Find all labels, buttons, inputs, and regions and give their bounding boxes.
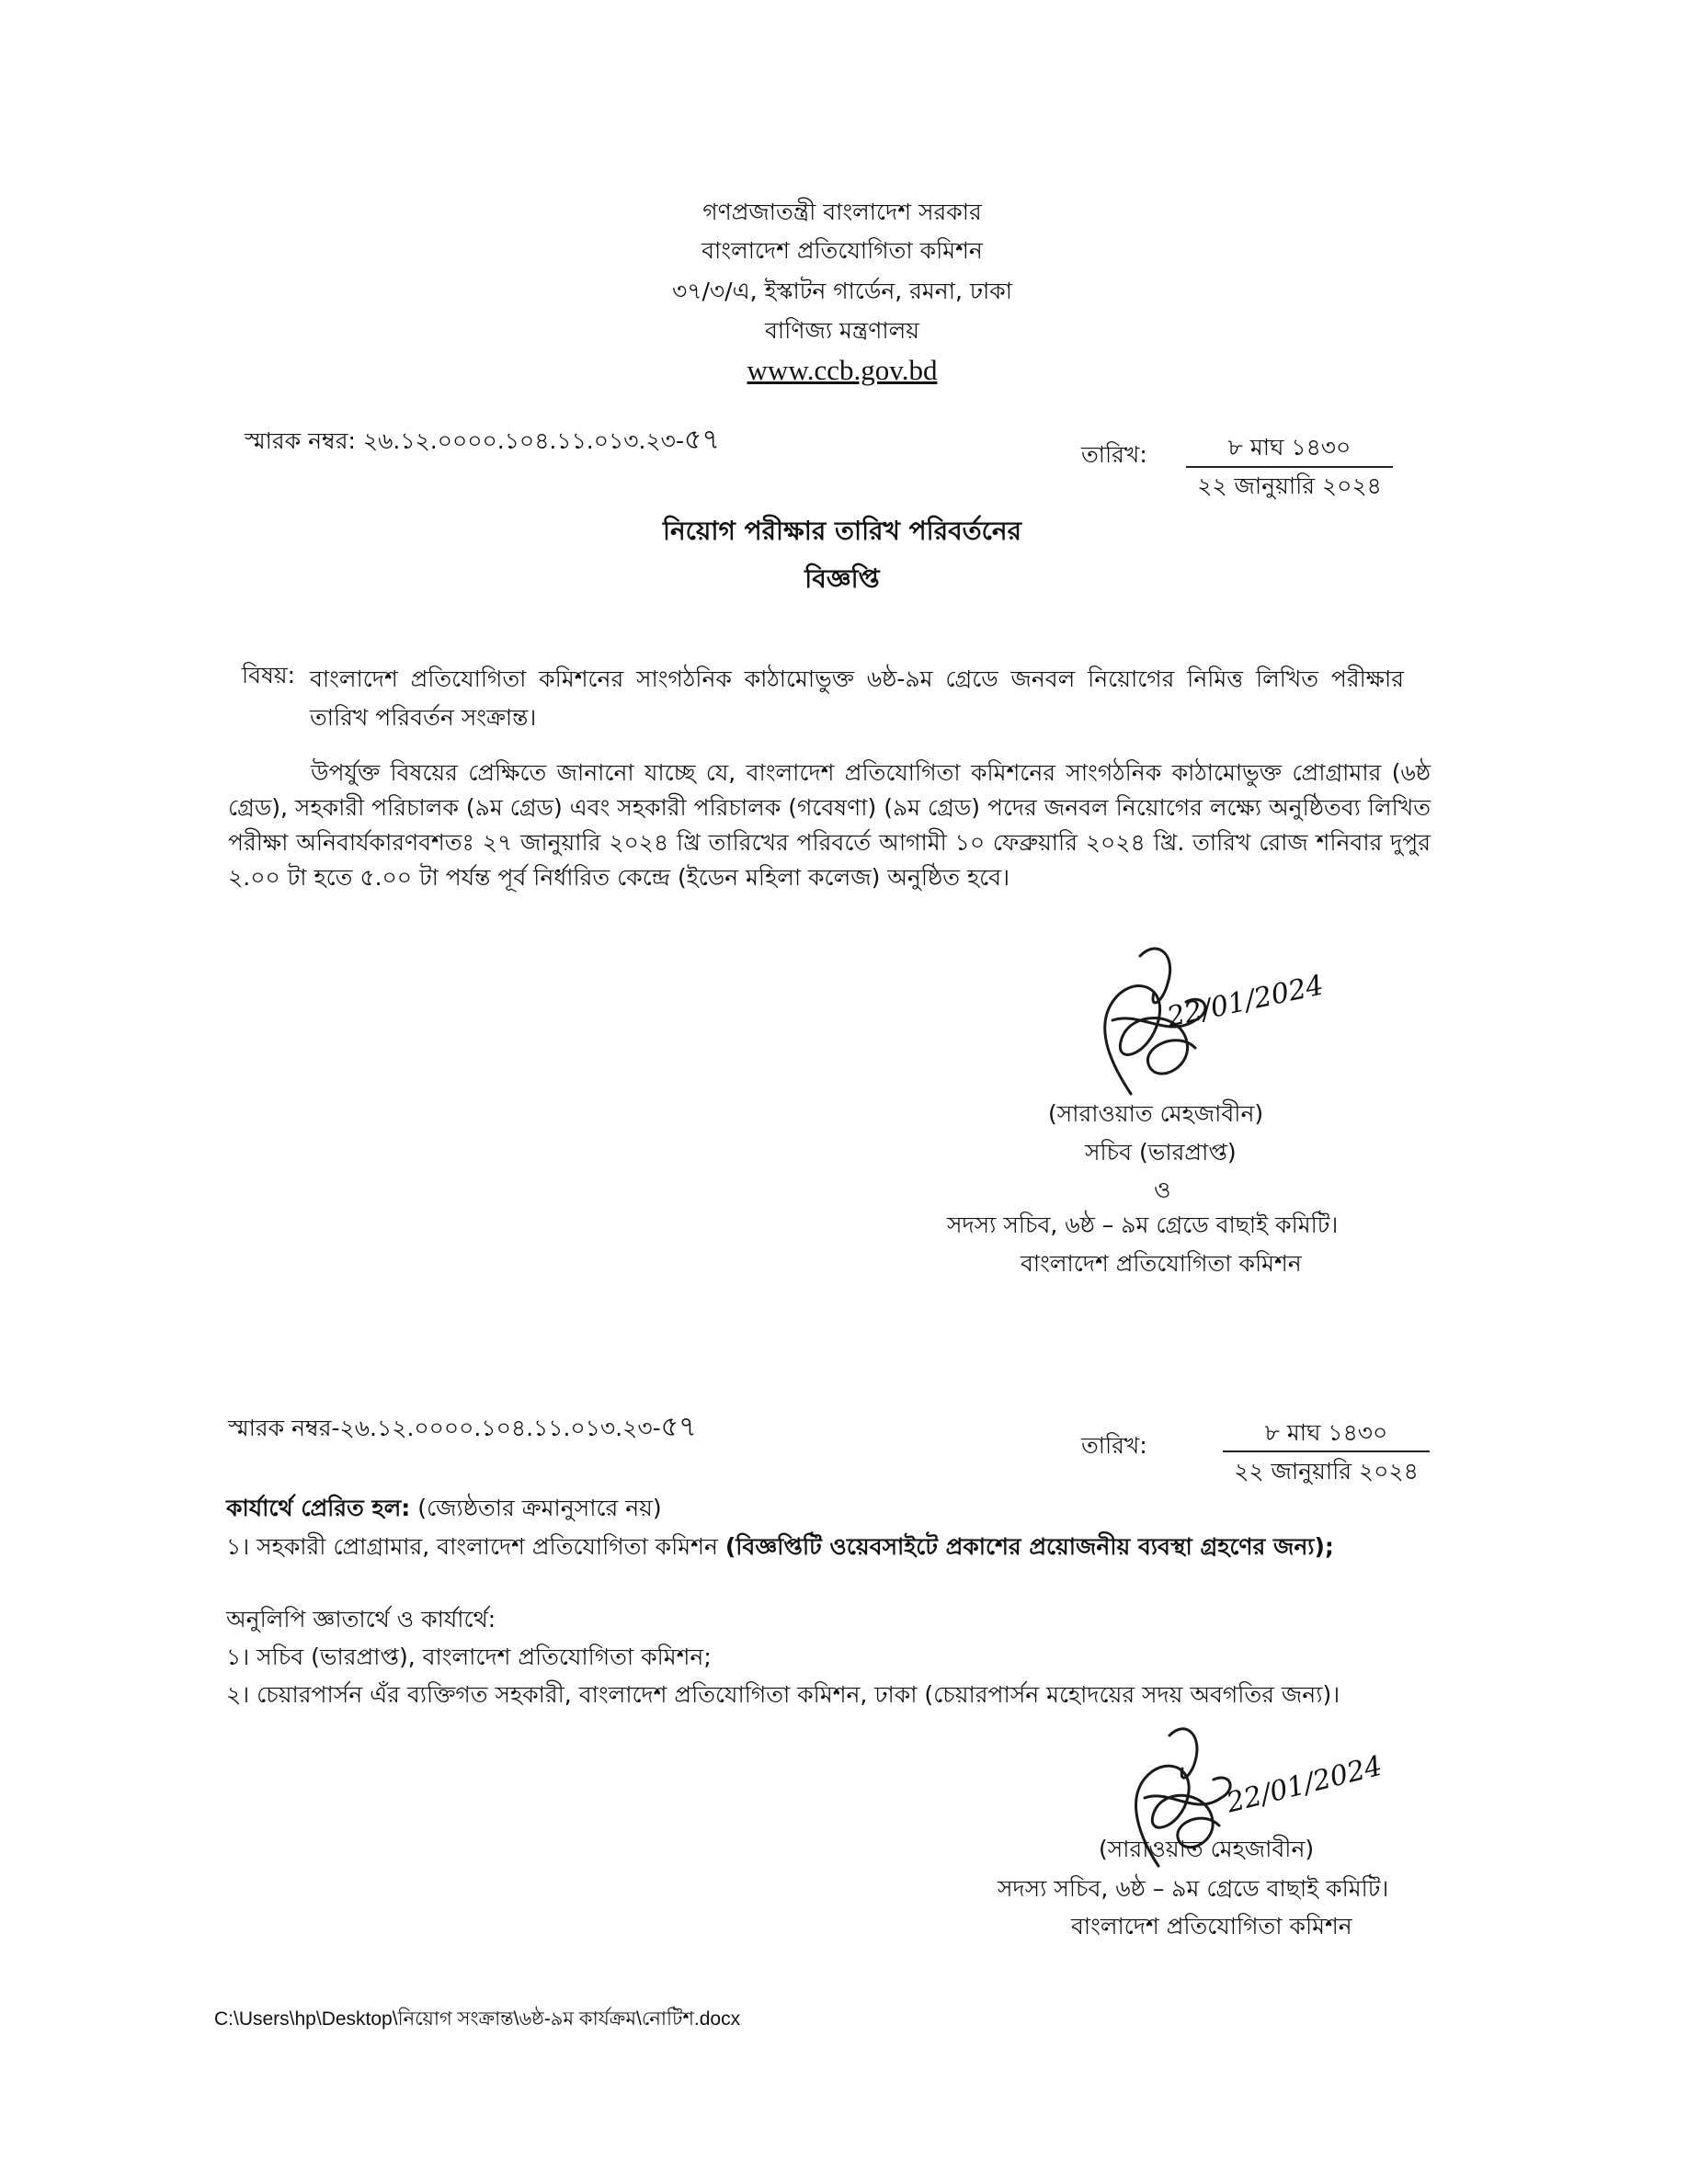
notice-title: নিয়োগ পরীক্ষার তারিখ পরিবর্তনের <box>662 516 1022 546</box>
signatory-1-org: বাংলাদেশ প্রতিযোগিতা কমিশন <box>1021 1250 1302 1277</box>
signatory-1-conjunction: ও <box>1154 1177 1171 1203</box>
signatory-2-name: (সারাওয়াত মেহজাবীন) <box>1099 1836 1315 1862</box>
action-label: কার্যার্থে প্রেরিত হল: <box>226 1495 411 1521</box>
action-item-1-note: (বিজ্ঞপ্তিটি ওয়েবসাইটে প্রকাশের প্রয়োজনীয় ব্যবস্থা গ্রহণের জন্য); <box>724 1533 1334 1560</box>
notice-subtitle: বিজ্ঞপ্তি <box>804 563 880 594</box>
memo2-ref-suffix: ৫৭ <box>660 1411 697 1443</box>
header-govt: গণপ্রজাতন্ত্রী বাংলাদেশ সরকার <box>702 199 982 225</box>
copy-item-1: ১। সচিব (ভারপ্রাপ্ত), বাংলাদেশ প্রতিযোগিতা কমিশন; <box>226 1644 712 1670</box>
memo-date-gregorian: ২২ জানুয়ারি ২০২৪ <box>1197 472 1382 499</box>
memo2-date-gregorian: ২২ জানুয়ারি ২০২৪ <box>1234 1458 1419 1484</box>
signatory-2-org: বাংলাদেশ প্রতিযোগিতা কমিশন <box>1071 1913 1352 1939</box>
action-heading <box>226 1493 662 1524</box>
memo2-ref-label: স্মারক নম্বর-২৬.১২.০০০০.১০৪.১১.০১৩.২৩- <box>228 1415 661 1441</box>
memo-ref-suffix: ৫৭ <box>683 424 720 456</box>
date-divider-2 <box>1223 1450 1430 1452</box>
body-paragraph: উপর্যুক্ত বিষয়ের প্রেক্ষিতে জানানো যাচ্ছে যে, বাংলাদেশ প্রতিযোগিতা কমিশনের সাংগঠনিক কাঠামোভুক্ত প্রোগ্রামার (৬ষ্ঠ গ্রেড), সহকারী পরিচালক (৯ম গ্রেড) এবং সহকারী পরিচালক (গবেষণা) (৯ম গ্রেড) পদের জনবল নিয়োগের লক্ষ্যে অনুষ্ঠিতব্য লিখিত পরীক্ষা অনিবার্যকারণবশতঃ ২৭ জানুয়ারি ২০২৪ খ্রি তারিখের পরিবর্তে আগামী ১০ ফেব্রুয়ারি ২০২৪ খ্রি. তারিখ রোজ শনিবার দুপুর ২.০০ টা হতে ৫.০০ টা পর্যন্ত পূর্ব নির্ধারিত কেন্দ্রে (ইডেন মহিলা কলেজ) অনুষ্ঠিত হবে। <box>228 759 1431 891</box>
signature-1-date: 22/01/2024 <box>1164 969 1327 1034</box>
signature-2-date: 22/01/2024 <box>1223 1749 1386 1820</box>
signatory-1-designation: সচিব (ভারপ্রাপ্ত) <box>1085 1139 1237 1166</box>
copy-heading: অনুলিপি জ্ঞাতার্থে ও কার্যার্থে: <box>226 1606 496 1632</box>
copy-item-2: ২। চেয়ারপার্সন এঁর ব্যক্তিগত সহকারী, বাংলাদেশ প্রতিযোগিতা কমিশন, ঢাকা (চেয়ারপার্সন মহোদয়ের সদয় অবগতির জন্য)। <box>226 1681 1340 1708</box>
memo2-ref-number <box>228 1412 697 1444</box>
signatory-1-committee: সদস্য সচিব, ৬ষ্ঠ – ৯ম গ্রেডে বাছাই কমিটি। <box>947 1211 1339 1238</box>
header-ministry: বাণিজ্য মন্ত্রণালয় <box>765 317 919 344</box>
memo-ref-label: স্মারক নম্বর: ২৬.১২.০০০০.১০৪.১১.০১৩.২৩- <box>245 427 684 454</box>
signatory-2-committee: সদস্য সচিব, ৬ষ্ঠ – ৯ম গ্রেডে বাছাই কমিটি। <box>998 1875 1389 1902</box>
header-address: ৩৭/৩/এ, ইস্কাটন গার্ডেন, রমনা, ঢাকা <box>671 278 1012 304</box>
subject-text: বাংলাদেশ প্রতিযোগিতা কমিশনের সাংগঠনিক কাঠামোভুক্ত ৬ষ্ঠ-৯ম গ্রেডে জনবল নিয়োগের নিমিত্ত লিখিত পরীক্ষার তারিখ পরিবর্তন সংক্রান্ত। <box>310 665 1404 731</box>
subject-label: বিষয়: <box>242 662 296 688</box>
memo-ref-number <box>245 425 720 457</box>
action-note: (জ্যেষ্ঠতার ক্রমানুসারে নয়) <box>417 1495 662 1521</box>
action-item-1 <box>226 1531 1334 1563</box>
date-divider <box>1186 466 1393 468</box>
memo-date-bangla: ৮ মাঘ ১৪৩০ <box>1227 434 1352 461</box>
memo2-date-label: তারিখ: <box>1081 1432 1147 1459</box>
signatory-1-name: (সারাওয়াত মেহজাবীন) <box>1048 1100 1264 1127</box>
header-website: www.ccb.gov.bd <box>747 354 938 386</box>
memo-date-label: তারিখ: <box>1081 441 1147 468</box>
footer-filepath: C:\Users\hp\Desktop\নিয়োগ সংক্রান্ত\৬ষ্ঠ-৯ম কার্যক্রম\নোটিশ.docx <box>214 2008 741 2030</box>
action-item-1-text: ১। সহকারী প্রোগ্রামার, বাংলাদেশ প্রতিযোগিতা কমিশন <box>226 1533 725 1560</box>
header-commission: বাংলাদেশ প্রতিযোগিতা কমিশন <box>701 237 983 264</box>
memo2-date-bangla: ৮ মাঘ ১৪৩০ <box>1264 1419 1388 1446</box>
